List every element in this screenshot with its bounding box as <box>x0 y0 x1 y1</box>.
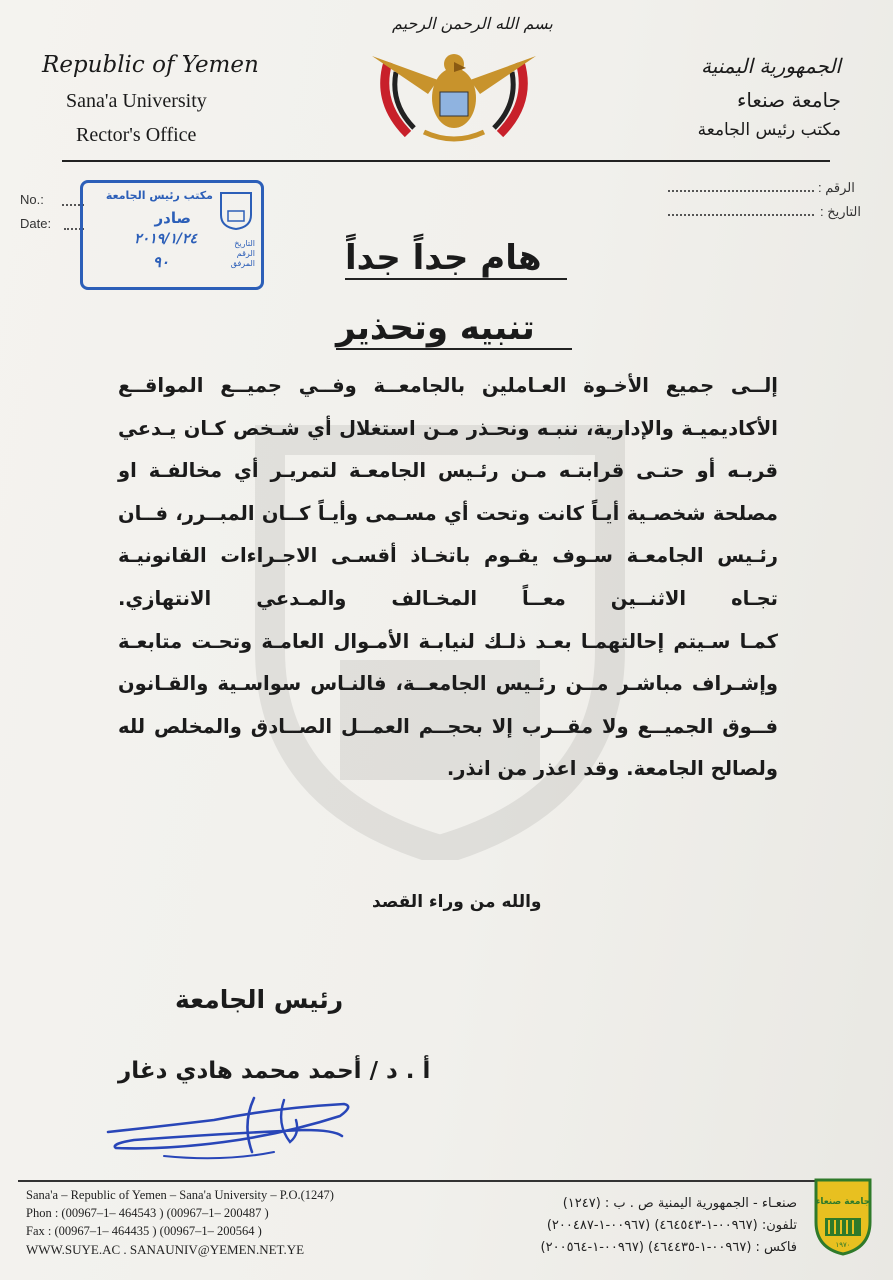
signatory-name: أ . د / أحمد محمد هادي دغار <box>118 1058 431 1084</box>
sanaa-university-logo <box>812 1176 874 1256</box>
footer-address-ar: صنعـاء - الجمهورية اليمنية ص . ب : (١٢٤٧) <box>562 1196 797 1211</box>
date-label: Date: <box>20 216 52 231</box>
heading-underline <box>345 278 567 280</box>
header-university-en: Sana'a University <box>66 90 207 112</box>
outgoing-stamp <box>80 180 264 290</box>
logo-name: جامعة صنعاء <box>815 1197 871 1207</box>
stamp-university-logo-icon <box>219 191 253 231</box>
footer-web-email: WWW.SUYE.AC . SANAUNIV@YEMEN.NET.YE <box>26 1242 305 1257</box>
body-paragraph-1: إلــى جميع الأخـوة العـاملين بالجامعــة وفــي جميــع المواقــع الأكاديميـة والإدارية، ننبـه ونحـذر مـن استغلال أي شـخص كـان يـدعي قربـه أو حتـى قرابتـه مـن رئـيس الجامعـة لتمريـر أي مخالفـة او مصلحة شخصـية أيـاً كانت وتحت أي مسـمى وأيـاً كــان المبــرر، فــان رئـيس الجامعـة سـوف يقـوم باتخـاذ أقسـى الاجـراءات القانونيـة تجـاه الاثنــين معــاً المخـالف والمـدعي الانتهازي. <box>118 374 778 610</box>
closing-phrase: والله من وراء القصد <box>372 892 542 912</box>
stamp-date: ٢٠١٩/١/٢٤ <box>134 231 197 247</box>
footer-fax-en: Fax : (00967–1– 464435 ) (00967–1– 200564 ) <box>26 1224 262 1238</box>
stamp-number: ٩٠ <box>152 253 169 271</box>
header-republic-ar: الجمهورية اليمنية <box>700 54 841 78</box>
yemen-eagle-emblem-icon <box>368 42 540 146</box>
stamp-field-attachment: المرفق <box>230 259 255 268</box>
stamp-office: مكتب رئيس الجامعة <box>105 189 213 202</box>
footer-phone-en: Phon : (00967–1– 464543 ) (00967–1– 200487 ) <box>26 1206 269 1220</box>
body-paragraph-2: كمـا سـيتم إحالتهمـا بعـد ذلـك لنيابـة الأمـوال العامـة وتحـت متابعـة وإشـراف مباشـر مــن رئـيس الجامعــة، فالنـاس سواسـية والقـانون فــوق الجميــع ولا مقــرب إلا بحجــم العمــل الصــادق والمخلص لله ولصالح الجامعة. وقد اعذر من انذر. <box>118 629 778 781</box>
header-university-ar: جامعة صنعاء <box>736 88 841 112</box>
ref-date-label-ar: التاريخ : <box>820 204 861 219</box>
header-office-en: Rector's Office <box>76 124 197 146</box>
basmala: بسم الله الرحمن الرحيم <box>392 14 553 33</box>
stamp-outgoing: صادر <box>154 209 191 227</box>
header-divider <box>62 160 830 162</box>
signatory-title: رئيس الجامعة <box>175 985 344 1014</box>
notice-heading: هام جداً جداً <box>345 238 542 278</box>
header-republic-en: Republic of Yemen <box>42 52 259 78</box>
ref-number-label-ar: الرقم : <box>818 180 855 195</box>
letter-body <box>118 365 778 791</box>
footer-phone-ar: تلفون: (٠٠٩٦٧-١-٤٦٤٥٤٣) (٠٠٩٦٧-١-٢٠٠٤٨٧) <box>546 1218 797 1233</box>
footer-divider <box>18 1180 856 1182</box>
header-office-ar: مكتب رئيس الجامعة <box>697 120 841 140</box>
footer-fax-ar: فاكس : (٠٠٩٦٧-١-٤٦٤٤٣٥) (٠٠٩٦٧-١-٢٠٠٥٦٤) <box>540 1240 797 1255</box>
footer-address-en: Sana'a – Republic of Yemen – Sana'a University – P.O.(1247) <box>26 1188 334 1202</box>
handwritten-signature <box>104 1090 364 1170</box>
subheading-underline <box>336 348 572 350</box>
ref-number-dots <box>668 190 814 192</box>
ref-date-dots <box>668 214 814 216</box>
notice-subheading: تنبيه وتحذير <box>336 308 535 348</box>
stamp-field-date: التاريخ <box>234 239 255 248</box>
stamp-field-number: الرقم <box>236 249 255 258</box>
no-label: No.: <box>20 192 44 207</box>
logo-year: ١٩٧٠ <box>835 1241 851 1249</box>
